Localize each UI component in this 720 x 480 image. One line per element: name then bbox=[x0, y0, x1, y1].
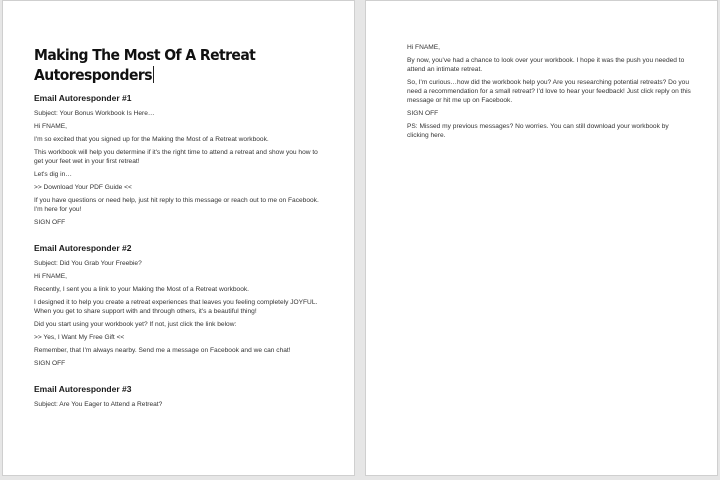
email-paragraph: Let's dig in… bbox=[34, 171, 72, 178]
email-paragraph: If you have questions or need help, just hit reply to this message or reach out to me on Facebook. I'm here for you! bbox=[34, 197, 319, 213]
section-spacer bbox=[34, 372, 319, 384]
email-sign-off: SIGN OFF bbox=[407, 110, 439, 117]
email-paragraph: So, I'm curious…how did the workbook help you? Are you researching potential retreats? Do you need a recommendation for a small retreat? I'd love to hear your feedback! Just click reply on this message or hit me up on Facebook. bbox=[407, 79, 691, 104]
section-heading: Email Autoresponder #1 bbox=[34, 93, 132, 103]
autoresponder-section-2 bbox=[34, 243, 319, 368]
text-cursor bbox=[153, 66, 154, 83]
document-title[interactable] bbox=[34, 45, 322, 85]
email-subject: Subject: Are You Eager to Attend a Retreat? bbox=[34, 401, 163, 408]
document-page-left[interactable] bbox=[2, 0, 355, 476]
email-subject: Subject: Did You Grab Your Freebie? bbox=[34, 260, 142, 267]
email-paragraph: This workbook will help you determine if it's the right time to attend a retreat and show you how to get your feet wet in your first retreat! bbox=[34, 149, 318, 165]
email-paragraph: I designed it to help you create a retreat experiences that leaves you feeling completely JOYFUL. When you get to share support with and through others, it's a beautiful thing! bbox=[34, 299, 318, 315]
autoresponder-section-1 bbox=[34, 93, 319, 227]
email-paragraph: By now, you've had a chance to look over your workbook. I hope it was the push you needed to attend an intimate retreat. bbox=[407, 57, 685, 73]
autoresponder-section-3 bbox=[34, 384, 319, 409]
section-spacer bbox=[34, 231, 319, 243]
email-postscript: PS: Missed my previous messages? No worries. You can still download your workbook by clicking here. bbox=[407, 123, 669, 139]
page-content bbox=[34, 45, 319, 413]
email-sign-off: SIGN OFF bbox=[34, 219, 66, 226]
title-line-1: Making The Most Of A Retreat bbox=[34, 46, 256, 64]
download-link-text: >> Download Your PDF Guide << bbox=[34, 184, 132, 191]
email-sign-off: SIGN OFF bbox=[34, 360, 66, 367]
page-content bbox=[407, 43, 692, 144]
email-paragraph: I'm so excited that you signed up for the Making the Most of a Retreat workbook. bbox=[34, 136, 269, 143]
title-line-2: Autoresponders bbox=[34, 66, 152, 84]
email-paragraph: Remember, that I'm always nearby. Send me a message on Facebook and we can chat! bbox=[34, 347, 291, 354]
email-greeting: Hi FNAME, bbox=[34, 123, 67, 130]
email-greeting: Hi FNAME, bbox=[34, 273, 67, 280]
section-heading: Email Autoresponder #3 bbox=[34, 384, 132, 394]
email-subject: Subject: Your Bonus Workbook Is Here… bbox=[34, 110, 155, 117]
email-greeting: Hi FNAME, bbox=[407, 44, 440, 51]
section-heading: Email Autoresponder #2 bbox=[34, 243, 132, 253]
email-paragraph: Recently, I sent you a link to your Making the Most of a Retreat workbook. bbox=[34, 286, 250, 293]
document-page-right[interactable] bbox=[365, 0, 718, 476]
free-gift-link-text: >> Yes, I Want My Free Gift << bbox=[34, 334, 125, 341]
email-paragraph: Did you start using your workbook yet? If not, just click the link below: bbox=[34, 321, 237, 328]
